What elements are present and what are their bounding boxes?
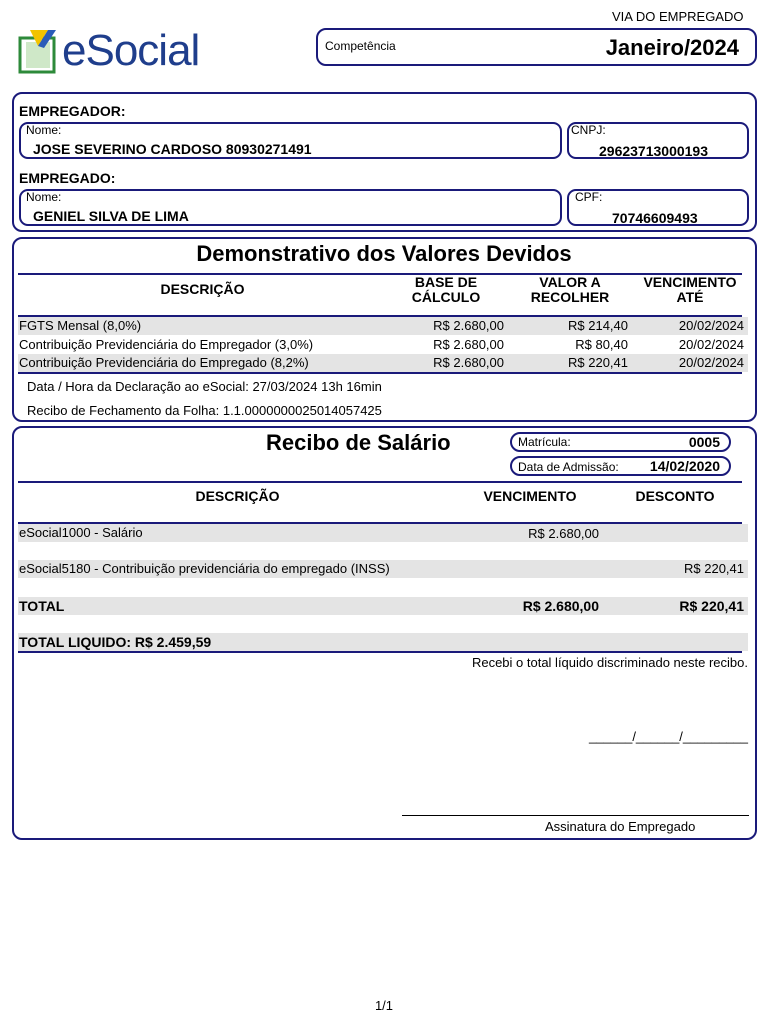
matricula-label: Matrícula: [518, 435, 571, 449]
cpf-label: CPF: [575, 190, 603, 204]
demo-header-vencimento [634, 275, 746, 305]
row-descricao: Contribuição Previdenciária do Empregador (3,0%) [19, 337, 314, 352]
recibo-fechamento: Recibo de Fechamento da Folha: 1.1.0000000025014057425 [27, 403, 382, 418]
row-descricao: Contribuição Previdenciária do Empregado (8,2%) [19, 355, 309, 370]
row-valor: R$ 220,41 [568, 355, 628, 370]
table-row [18, 317, 748, 335]
total-row [18, 597, 748, 615]
recibo-title: Recibo de Salário [266, 430, 451, 455]
esocial-logo-text: eSocial [62, 26, 200, 75]
table-row [18, 560, 748, 578]
demo-header-venc-line1: VENCIMENTO [643, 274, 737, 290]
demo-header-valor-line1: VALOR A [539, 274, 601, 290]
empregado-cpf-field [567, 189, 749, 226]
esocial-logo [18, 28, 208, 76]
recibo-header-descricao: DESCRIÇÃO [195, 488, 280, 504]
admissao-value: 14/02/2020 [649, 458, 720, 474]
row-base: R$ 2.680,00 [433, 355, 504, 370]
demo-header-base [396, 275, 496, 305]
empregado-nome-field [19, 189, 562, 226]
table-row [18, 524, 748, 542]
demo-header-base-line2: CÁLCULO [411, 289, 481, 305]
declaracao-datetime: Data / Hora da Declaração ao eSocial: 27/03/2024 13h 16min [27, 379, 382, 394]
row-descricao: eSocial5180 - Contribuição previdenciária do empregado (INSS) [19, 561, 390, 576]
recibo-top-rule [18, 481, 742, 483]
total-liquido-row [18, 633, 748, 651]
recibo-header-desconto: DESCONTO [635, 488, 715, 504]
empregador-section-label: EMPREGADOR: [19, 103, 126, 119]
recibo-declaracao: Recebi o total líquido discriminado neste recibo. [471, 655, 748, 670]
demo-header-valor [515, 275, 625, 305]
row-base: R$ 2.680,00 [433, 318, 504, 333]
empregador-nome-value: JOSE SEVERINO CARDOSO 80930271491 [33, 141, 312, 157]
total-desconto: R$ 220,41 [679, 598, 744, 614]
date-signature-line: ______/______/_________ [588, 729, 748, 744]
table-row [18, 336, 748, 354]
page-number: 1/1 [374, 998, 394, 1013]
row-desconto: R$ 220,41 [684, 561, 744, 576]
row-valor: R$ 80,40 [575, 337, 628, 352]
esocial-logo-icon [18, 28, 64, 74]
empregador-nome-field [19, 122, 562, 159]
row-valor: R$ 214,40 [568, 318, 628, 333]
row-vencimento: 20/02/2024 [678, 355, 744, 370]
total-liquido: TOTAL LIQUIDO: R$ 2.459,59 [19, 634, 212, 650]
competencia-box [316, 28, 757, 66]
empregado-section-label: EMPREGADO: [19, 170, 116, 186]
admissao-field [510, 456, 731, 476]
demonstrativo-bottom-rule [18, 372, 742, 374]
signature-line [402, 815, 749, 816]
row-base: R$ 2.680,00 [433, 337, 504, 352]
demo-header-base-line1: BASE DE [414, 274, 478, 290]
row-descricao: FGTS Mensal (8,0%) [19, 318, 142, 333]
empregado-nome-value: GENIEL SILVA DE LIMA [33, 208, 189, 224]
total-vencimento: R$ 2.680,00 [522, 598, 599, 614]
empregado-nome-label: Nome: [26, 190, 62, 204]
competencia-value: Janeiro/2024 [605, 35, 739, 60]
cnpj-label: CNPJ: [571, 123, 606, 137]
cnpj-value: 29623713000193 [599, 143, 709, 159]
table-row [18, 354, 748, 372]
admissao-label: Data de Admissão: [518, 460, 619, 474]
assinatura-label: Assinatura do Empregado [545, 819, 696, 834]
recibo-bottom-rule [18, 651, 742, 653]
demo-header-valor-line2: RECOLHER [530, 289, 610, 305]
via-label: VIA DO EMPREGADO [612, 9, 744, 24]
cpf-value: 70746609493 [612, 210, 698, 226]
row-vencimento: 20/02/2024 [678, 318, 744, 333]
row-vencimento: R$ 2.680,00 [528, 526, 599, 541]
row-vencimento: 20/02/2024 [678, 337, 744, 352]
demo-header-descricao: DESCRIÇÃO [160, 281, 245, 297]
total-label: TOTAL [19, 598, 65, 614]
empregador-cnpj-field [567, 122, 749, 159]
recibo-header-vencimento: VENCIMENTO [483, 488, 577, 504]
demo-header-venc-line2: ATÉ [676, 289, 704, 305]
empregador-nome-label: Nome: [26, 123, 62, 137]
matricula-value: 0005 [688, 434, 720, 450]
matricula-field [510, 432, 731, 452]
demonstrativo-title: Demonstrativo dos Valores Devidos [196, 241, 572, 266]
competencia-label: Competência [325, 39, 396, 53]
row-descricao: eSocial1000 - Salário [19, 525, 143, 540]
